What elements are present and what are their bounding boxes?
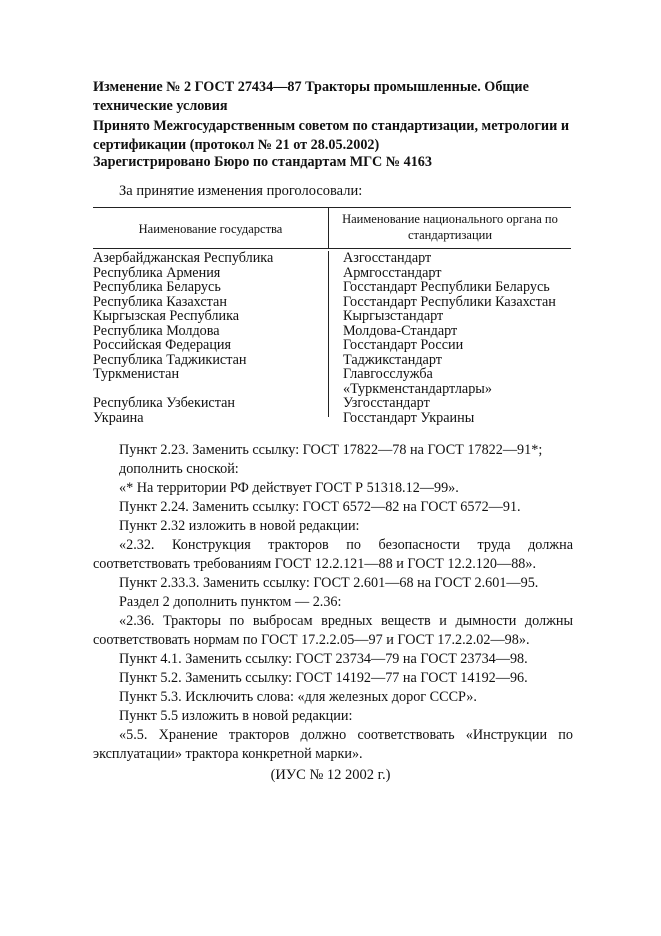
state-name: Российская Федерация [93,337,232,353]
amendment-title: Изменение № 2 ГОСТ 27434—87 Тракторы промышленные. Общие технические условия [93,79,529,114]
table-row [93,353,573,368]
state-name: Республика Узбекистан [93,395,235,411]
state-name: Туркменистан [93,366,180,382]
amendment-paragraph: «* На территории РФ действует ГОСТ Р 51318.12—99». [119,480,459,496]
amendment-paragraph: «5.5. Хранение тракторов должно соответствовать «Инструкции по эксплуатации» трактора конкретной марки». [93,727,573,762]
standards-body-name: Узгосстандарт [343,395,430,411]
amendment-paragraph: Пункт 5.3. Исключить слова: «для железных дорог СССР». [119,689,477,705]
state-name: Республика Таджикистан [93,351,247,368]
state-name: Республика Армения [93,264,221,281]
amendment-paragraph: дополнить сноской: [119,461,239,477]
amendment-paragraph: Пункт 2.32 изложить в новой редакции: [119,518,360,534]
table-row [93,309,573,324]
standards-body-name: Госстандарт Украины [343,409,475,426]
table-header-state: Наименование государства [138,222,283,236]
table-row [93,338,573,353]
state-name: Кыргызская Республика [93,308,240,324]
table-row [93,367,573,396]
amendment-paragraph: «2.36. Тракторы по выбросам вредных веществ и дымности должны соответствовать нормам по ГОСТ 17.2.2.05—97 и ГОСТ 17.2.2.02—98». [93,613,573,648]
standards-body-name: Кыргызстандарт [343,308,444,324]
amendment-paragraph: Пункт 5.2. Заменить ссылку: ГОСТ 14192—77 на ГОСТ 14192—96. [119,670,528,686]
amendment-paragraph: Пункт 5.5 изложить в новой редакции: [119,708,353,724]
table-row [93,324,573,339]
standards-body-name: Госстандарт Республики Казахстан [343,293,556,310]
state-name: Азербайджанская Республика [93,250,274,266]
state-name: Украина [93,409,144,426]
table-row [93,396,573,411]
table-row [93,295,573,310]
state-name: Республика Казахстан [93,293,227,310]
table-row [93,280,573,295]
state-name: Республика Беларусь [93,279,221,295]
state-name: Республика Молдова [93,322,220,339]
amendment-paragraph: Пункт 2.33.3. Заменить ссылку: ГОСТ 2.601—68 на ГОСТ 2.601—95. [119,575,539,591]
table-header-body: Наименование национального органа по стандартизации [342,212,558,242]
table-top-rule [93,207,571,208]
table-row [93,411,573,426]
amendment-paragraph: Пункт 2.23. Заменить ссылку: ГОСТ 17822—78 на ГОСТ 17822—91*; [119,442,543,458]
amendment-text [93,441,573,764]
registration-statement: Зарегистрировано Бюро по стандартам МГС № 4163 [93,154,432,170]
standards-body-name: Армгосстандарт [343,264,442,281]
standards-body-name: Таджикстандарт [343,351,442,368]
amendment-paragraph: Раздел 2 дополнить пунктом — 2.36: [119,594,342,610]
standards-body-name: Молдова-Стандарт [343,322,458,339]
standards-body-name: Госстандарт Республики Беларусь [343,279,550,295]
publication-reference: (ИУС № 12 2002 г.) [270,767,391,783]
voting-table-body [93,251,573,425]
table-row [93,266,573,281]
voting-intro: За принятие изменения проголосовали: [119,183,363,199]
amendment-paragraph: Пункт 2.24. Заменить ссылку: ГОСТ 6572—82 на ГОСТ 6572—91. [119,499,521,515]
amendment-paragraph: Пункт 4.1. Заменить ссылку: ГОСТ 23734—79 на ГОСТ 23734—98. [119,651,528,667]
standards-body-name: Главгосслужба «Туркменстандартлары» [343,366,492,397]
standards-body-name: Азгосстандарт [343,250,432,266]
standards-body-name: Госстандарт России [343,337,464,353]
table-row [93,251,573,266]
amendment-paragraph: «2.32. Конструкция тракторов по безопасности труда должна соответствовать требованиям ГОСТ 12.2.121—88 и ГОСТ 12.2.120—88». [93,537,573,572]
adopted-statement: Принято Межгосударственным советом по стандартизации, метрологии и сертификации (протокол № 21 от 28.05.2002) [93,118,570,153]
table-header-rule [93,248,571,249]
